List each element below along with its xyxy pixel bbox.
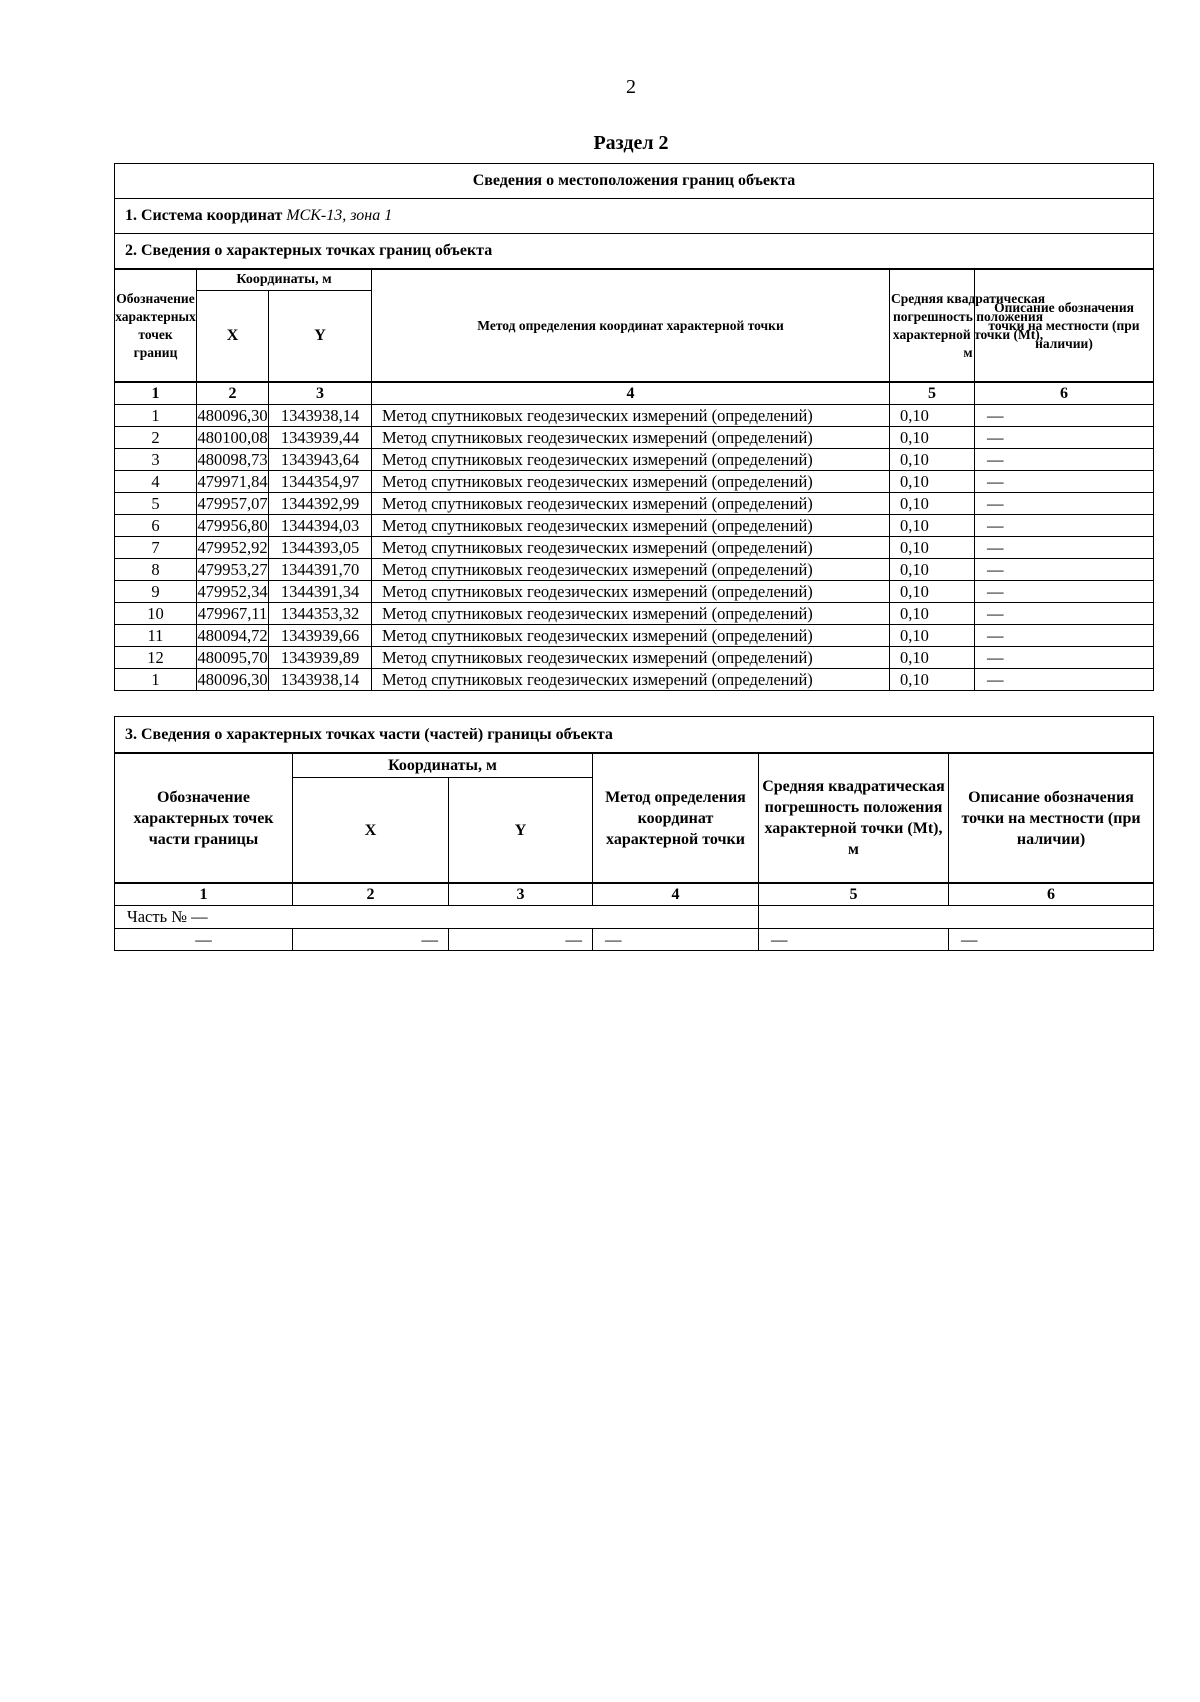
coord-x: 479952,34 [197, 582, 268, 601]
point-id: 9 [115, 581, 197, 603]
description: — [975, 493, 1154, 515]
table-row [115, 581, 1154, 603]
col-num: 2 [197, 382, 269, 405]
description: — [975, 603, 1154, 625]
part-label: Часть № — [115, 906, 759, 929]
coord-y: 1344392,99 [269, 493, 372, 515]
description: — [975, 471, 1154, 493]
table2-title: 3. Сведения о характерных точках части (частей) границы объекта [115, 717, 1154, 754]
col-num: 2 [293, 883, 449, 906]
table-row [115, 449, 1154, 471]
table-row [115, 537, 1154, 559]
coord-y: 1344354,97 [269, 471, 372, 493]
table-row [115, 603, 1154, 625]
error-value: 0,10 [890, 493, 975, 515]
col-num: 6 [975, 382, 1154, 405]
col-num: 6 [949, 883, 1154, 906]
description: — [975, 427, 1154, 449]
coord-y: 1344393,05 [269, 537, 372, 559]
coord-x: 479953,27 [197, 560, 268, 579]
table-row [115, 427, 1154, 449]
error-value: 0,10 [890, 449, 975, 471]
coord-system-row [115, 199, 1154, 234]
t2-header-coordinates: Координаты, м [293, 753, 593, 778]
subsection-title: 2. Сведения о характерных точках границ объекта [115, 234, 1154, 270]
error-value: 0,10 [890, 515, 975, 537]
coord-x: 480096,30 [197, 406, 268, 425]
point-id: 3 [115, 449, 197, 471]
header-description: Описание обозначения точки на местности (при наличии) [975, 269, 1154, 382]
description: — [975, 581, 1154, 603]
col-num: 1 [115, 382, 197, 405]
point-id: 8 [115, 559, 197, 581]
coord-y: 1343938,14 [269, 405, 372, 427]
section-title: Раздел 2 [593, 132, 669, 154]
col-num: 1 [115, 883, 293, 906]
error-value: 0,10 [890, 559, 975, 581]
coord-y: 1343943,64 [269, 449, 372, 471]
point-id: 12 [115, 647, 197, 669]
table-row [115, 647, 1154, 669]
boundary-points-table [114, 163, 1154, 691]
point-id: 4 [115, 471, 197, 493]
error-value: 0,10 [890, 647, 975, 669]
point-id: 1 [115, 669, 197, 691]
coord-x: 480098,73 [197, 450, 268, 469]
table-row [115, 669, 1154, 691]
table-row [115, 471, 1154, 493]
method: Метод спутниковых геодезических измерений (определений) [372, 559, 890, 581]
column-number-row [115, 382, 1154, 405]
dash-cell: — [293, 929, 449, 951]
error-value: 0,10 [890, 427, 975, 449]
coord-x: 479957,07 [197, 494, 268, 513]
header-method: Метод определения координат характерной точки [372, 269, 890, 382]
method: Метод спутниковых геодезических измерений (определений) [372, 669, 890, 691]
table-row [115, 515, 1154, 537]
method: Метод спутниковых геодезических измерений (определений) [372, 449, 890, 471]
t2-header-method: Метод определения координат характерной точки [593, 753, 759, 883]
coord-y: 1343939,66 [269, 625, 372, 647]
method: Метод спутниковых геодезических измерений (определений) [372, 603, 890, 625]
header-y: Y [269, 291, 372, 383]
description: — [975, 405, 1154, 427]
table-row [115, 493, 1154, 515]
coord-x: 479952,92 [197, 538, 268, 557]
point-id: 7 [115, 537, 197, 559]
point-id: 2 [115, 427, 197, 449]
error-value: 0,10 [890, 471, 975, 493]
method: Метод спутниковых геодезических измерений (определений) [372, 405, 890, 427]
error-value: 0,10 [890, 537, 975, 559]
table-row [115, 559, 1154, 581]
description: — [975, 449, 1154, 471]
point-id: 10 [115, 603, 197, 625]
t2-header-y: Y [449, 778, 593, 884]
error-value: 0,10 [890, 405, 975, 427]
boundary-points-body [115, 405, 1154, 691]
point-id: 1 [115, 405, 197, 427]
coord-system-value: МСК-13, зона 1 [286, 207, 393, 224]
t2-header-error: Средняя квадратическая погрешность положения характерной точки (Mt), м [759, 753, 949, 883]
method: Метод спутниковых геодезических измерений (определений) [372, 471, 890, 493]
error-value: 0,10 [890, 603, 975, 625]
table-title: Сведения о местоположения границ объекта [115, 164, 1154, 199]
error-value: 0,10 [890, 581, 975, 603]
dash-cell: — [759, 929, 949, 951]
method: Метод спутниковых геодезических измерений (определений) [372, 515, 890, 537]
t2-header-x: X [293, 778, 449, 884]
error-value: 0,10 [890, 669, 975, 691]
coord-x: 479971,84 [197, 472, 268, 491]
coord-system-label: 1. Система координат [125, 207, 283, 224]
col-num: 5 [890, 382, 975, 405]
coord-y: 1344394,03 [269, 515, 372, 537]
coord-y: 1343939,89 [269, 647, 372, 669]
col-num: 4 [372, 382, 890, 405]
t2-column-number-row [115, 883, 1154, 906]
method: Метод спутниковых геодезических измерений (определений) [372, 427, 890, 449]
description: — [975, 537, 1154, 559]
part-row [115, 906, 1154, 929]
header-point: Обозначение характерных точек границ [115, 269, 197, 382]
table-row [115, 405, 1154, 427]
description: — [975, 559, 1154, 581]
header-x: X [197, 291, 269, 383]
point-id: 6 [115, 515, 197, 537]
header-coordinates: Координаты, м [197, 269, 372, 291]
method: Метод спутниковых геодезических измерений (определений) [372, 625, 890, 647]
col-num: 5 [759, 883, 949, 906]
method: Метод спутниковых геодезических измерений (определений) [372, 581, 890, 603]
coord-x: 479956,80 [197, 516, 268, 535]
description: — [975, 647, 1154, 669]
method: Метод спутниковых геодезических измерений (определений) [372, 647, 890, 669]
coord-x: 480094,72 [197, 626, 268, 645]
coord-x: 479967,11 [197, 604, 268, 623]
dash-cell: — [949, 929, 1154, 951]
description: — [975, 669, 1154, 691]
header-error: Средняя квадратическая погрешность положения характерной точки (Mt), м [890, 290, 1046, 360]
coord-x: 480100,08 [197, 428, 268, 447]
col-num: 4 [593, 883, 759, 906]
coord-y: 1344391,70 [269, 559, 372, 581]
coord-x: 480095,70 [197, 648, 268, 667]
header-error-wrap [890, 269, 1046, 382]
coord-y: 1343938,14 [269, 669, 372, 691]
col-num: 3 [269, 382, 372, 405]
coord-x: 480096,30 [197, 670, 268, 689]
description: — [975, 515, 1154, 537]
point-id: 5 [115, 493, 197, 515]
page-number: 2 [626, 76, 636, 98]
method: Метод спутниковых геодезических измерений (определений) [372, 493, 890, 515]
dash-cell: — [449, 929, 593, 951]
col-num: 3 [449, 883, 593, 906]
dash-cell: — [115, 929, 293, 951]
coord-y: 1344391,34 [269, 581, 372, 603]
t2-header-description: Описание обозначения точки на местности (при наличии) [949, 753, 1154, 883]
part-empty [759, 906, 1154, 929]
method: Метод спутниковых геодезических измерений (определений) [372, 537, 890, 559]
dash-cell: — [593, 929, 759, 951]
error-value: 0,10 [890, 625, 975, 647]
coord-y: 1344353,32 [269, 603, 372, 625]
part-dash-row [115, 929, 1154, 951]
point-id: 11 [115, 625, 197, 647]
table-row [115, 625, 1154, 647]
description: — [975, 625, 1154, 647]
coord-y: 1343939,44 [269, 427, 372, 449]
t2-header-point: Обозначение характерных точек части границы [115, 753, 293, 883]
part-points-table [114, 716, 1154, 951]
